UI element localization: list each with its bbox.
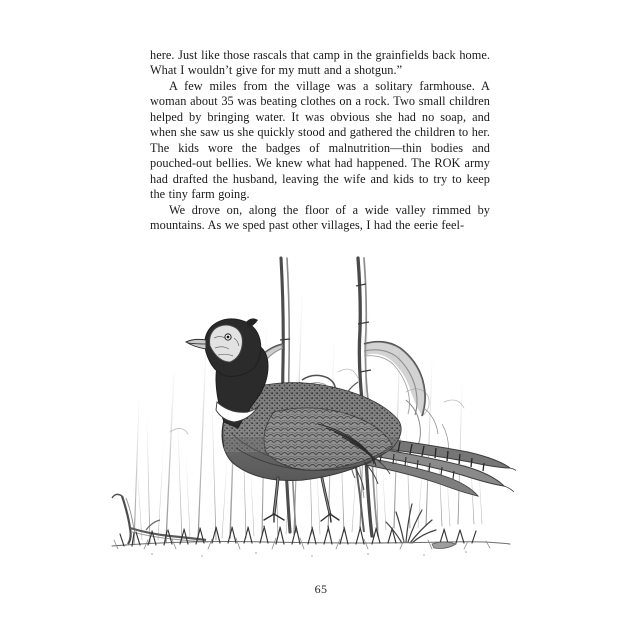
pheasant-pupil <box>227 336 230 339</box>
pheasant-legs <box>264 478 339 522</box>
paragraph-1: here. Just like those rascals that camp in the grainfields back home. What I wouldn’t give for my mutt and a shotgun.” <box>150 48 490 78</box>
page-number <box>0 582 640 597</box>
body-text-block <box>150 48 490 233</box>
grass-tuft-right <box>386 504 436 543</box>
pheasant <box>186 318 516 522</box>
pheasant-in-cornfield-illustration <box>106 252 516 562</box>
paragraph-2: A few miles from the village was a solitary farmhouse. A woman about 35 was beating clothes on a rock. Two small children helped by bringing water. It was obvious she had no soap, and when she saw us she quickly stood and gathered the children to her. The kids wore the badges of malnutrition—thin bodies and pouched-out bellies. We knew what had happened. The ROK army had drafted the husband, leaving the wife and kids to try to keep the tiny farm going. <box>150 78 490 202</box>
page-number-value: 65 <box>314 582 328 596</box>
ground-grass <box>112 526 510 557</box>
paragraph-3: We drove on, along the floor of a wide valley rimmed by mountains. As we sped past other villages, I had the eerie feel- <box>150 202 490 232</box>
illustration-svg <box>106 252 516 562</box>
pheasant-feet <box>264 514 339 522</box>
